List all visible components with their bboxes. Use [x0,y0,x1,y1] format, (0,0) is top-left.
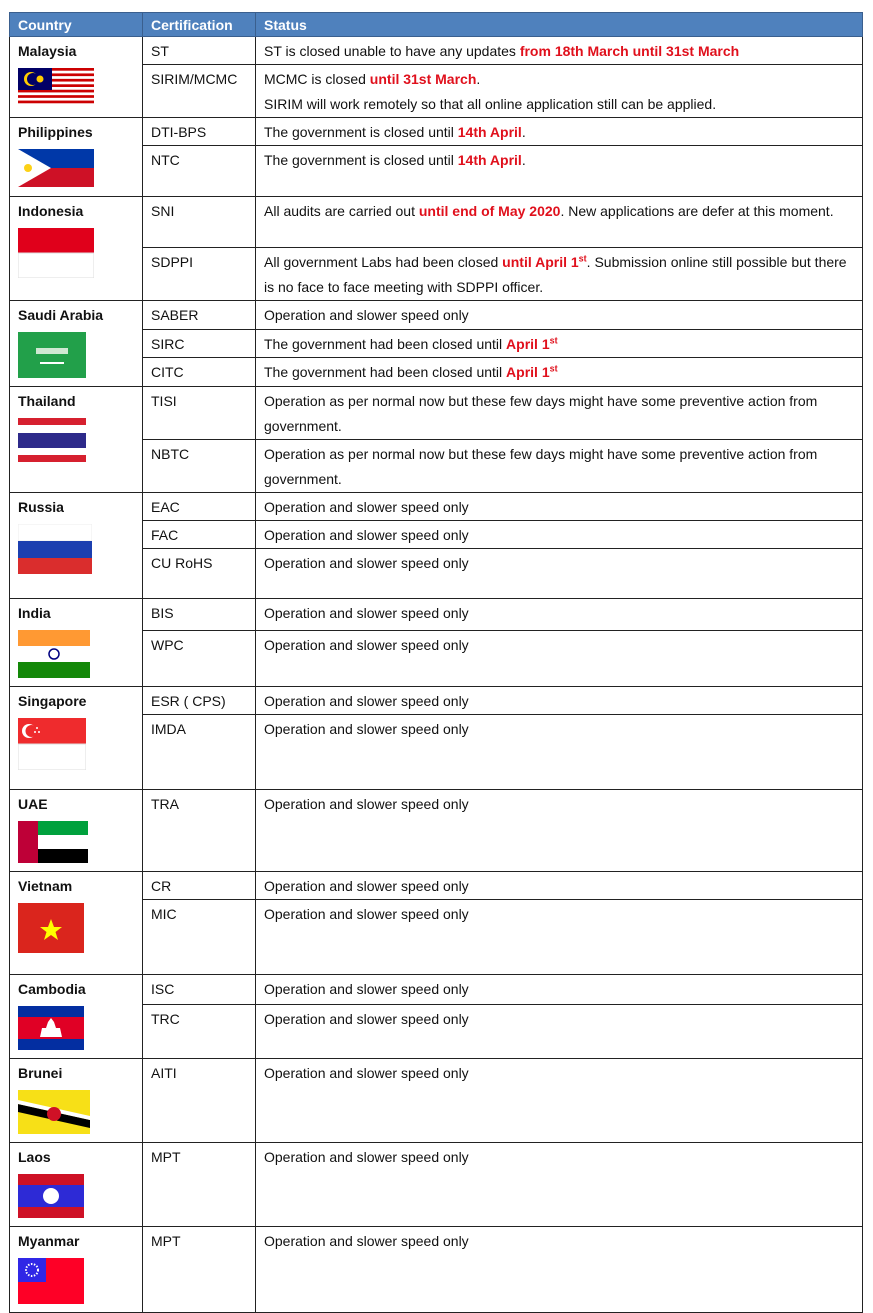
singapore-flag-icon [18,718,134,778]
header-country: Country [10,13,143,37]
country-name: UAE [18,796,48,812]
country-name: Malaysia [18,43,77,59]
status-plain: All audits are carried out [264,203,419,219]
table-row [10,387,863,440]
status-cell [256,1004,863,1058]
table-row [10,493,863,521]
certification-cell: TISI [143,387,256,440]
country-name: Myanmar [18,1233,80,1249]
table-row [10,1227,863,1313]
status-red: until April 1 [502,254,579,270]
status-red: from 18th March until 31st March [519,43,740,59]
status-sup: st [549,335,558,345]
status-plain: Operation as per normal now but these few days might have some preventive action from government. [264,446,818,487]
status-cell [256,197,863,248]
status-cell [256,599,863,631]
certification-cell: NBTC [143,440,256,493]
country-cell [10,1227,143,1313]
certification-cell: CR [143,872,256,900]
certification-cell: FAC [143,521,256,549]
table-row [10,599,863,631]
indonesia-flag-icon [18,228,134,286]
table-row [10,872,863,900]
country-name: Thailand [18,393,76,409]
status-cell [256,1059,863,1143]
status-plain: MCMC is closed [264,71,370,87]
status-cell [256,358,863,387]
certification-cell: SNI [143,197,256,248]
table-row [10,975,863,1005]
certification-cell: ISC [143,975,256,1005]
certification-cell: MPT [143,1227,256,1313]
country-name: India [18,605,51,621]
table-row [10,687,863,715]
header-row [10,13,863,37]
status-plain: The government is closed until [264,152,458,168]
status-plain: Operation and slower speed only [264,499,469,515]
table-row [10,37,863,65]
status-cell [256,975,863,1005]
table-row [10,1143,863,1227]
status-cell [256,301,863,330]
country-cell [10,1143,143,1227]
country-name: Singapore [18,693,87,709]
certification-cell: MIC [143,900,256,975]
status-cell [256,146,863,197]
country-cell [10,790,143,872]
country-cell [10,387,143,493]
table-row [10,790,863,872]
status-red: until 31st March [369,71,477,87]
country-cell [10,975,143,1059]
certification-cell: DTI-BPS [143,118,256,146]
status-cell [256,521,863,549]
table-row [10,301,863,330]
country-name: Saudi Arabia [18,307,104,323]
country-cell [10,301,143,387]
status-red: 14th April [457,124,522,140]
status-red: 14th April [457,152,522,168]
status-red: April 1 [506,335,550,352]
certification-cell: ESR ( CPS) [143,687,256,715]
status-plain: Operation and slower speed only [264,527,469,543]
country-cell [10,197,143,301]
certification-cell: TRA [143,790,256,872]
certification-cell: ST [143,37,256,65]
certification-cell: SIRC [143,329,256,358]
status-plain: Operation and slower speed only [264,721,469,737]
status-plain: Operation and slower speed only [264,636,469,653]
uae-flag-icon [18,821,134,871]
status-plain: Operation and slower speed only [264,605,469,621]
status-plain: Operation and slower speed only [264,796,469,812]
russia-flag-icon [18,524,134,582]
cambodia-flag-icon [18,1006,134,1058]
status-after: . [476,71,481,87]
status-plain: Operation and slower speed only [264,906,469,922]
status-cell [256,440,863,493]
certification-cell: TRC [143,1004,256,1058]
certification-cell: MPT [143,1143,256,1227]
status-cell [256,1227,863,1313]
status-plain: Operation and slower speed only [264,307,469,323]
status-sup: st [578,253,587,264]
status-plain: Operation and slower speed only [264,1233,469,1249]
table-row [10,1059,863,1143]
saudi-arabia-flag-icon [18,332,134,386]
country-cell [10,37,143,118]
country-cell [10,599,143,687]
status-after: . [521,124,526,140]
country-name: Russia [18,499,64,515]
certification-cell: AITI [143,1059,256,1143]
certification-status-table [9,12,863,1313]
status-after: . New applications are defer at this moment. [560,203,834,219]
country-cell [10,118,143,197]
country-cell [10,687,143,790]
status-line2: SIRIM will work remotely so that all online application still can be applied. [264,96,717,112]
laos-flag-icon [18,1174,134,1226]
thailand-flag-icon [18,418,134,470]
status-plain: Operation and slower speed only [264,1149,469,1165]
certification-cell: SIRIM/MCMC [143,65,256,118]
country-name: Laos [18,1149,51,1165]
status-cell [256,118,863,146]
status-cell [256,790,863,872]
status-plain: The government had been closed until [264,364,507,381]
status-after: . [521,152,526,168]
status-cell [256,687,863,715]
status-plain: Operation and slower speed only [264,1065,469,1081]
status-cell [256,549,863,599]
status-red: April 1 [506,364,550,381]
country-name: Brunei [18,1065,63,1081]
status-plain: All government Labs had been closed [264,254,503,270]
status-after: . Submission online still possible but there is no face to face meeting with SDPPI officer. [264,254,847,295]
status-plain: The government had been closed until [264,335,507,352]
status-plain: Operation and slower speed only [264,878,469,894]
country-name: Indonesia [18,203,84,219]
vietnam-flag-icon [18,903,134,961]
certification-cell: IMDA [143,715,256,790]
status-cell [256,715,863,790]
country-name: Philippines [18,124,93,140]
status-plain: Operation and slower speed only [264,693,469,709]
certification-cell: CITC [143,358,256,387]
certification-cell: BIS [143,599,256,631]
brunei-flag-icon [18,1090,134,1142]
header-certification: Certification [143,13,256,37]
country-name: Cambodia [18,981,86,997]
myanmar-flag-icon [18,1258,134,1312]
status-cell [256,630,863,686]
status-plain: The government is closed until [264,124,458,140]
country-cell [10,1059,143,1143]
certification-cell: NTC [143,146,256,197]
certification-cell: WPC [143,630,256,686]
table-row [10,118,863,146]
status-cell [256,65,863,118]
certification-cell: SABER [143,301,256,330]
table-row [10,197,863,248]
status-red: until end of May 2020 [418,203,561,219]
india-flag-icon [18,630,134,686]
malaysia-flag-icon [18,68,134,114]
status-plain: ST is closed unable to have any updates [264,43,520,59]
status-plain: Operation and slower speed only [264,555,469,571]
certification-cell: EAC [143,493,256,521]
status-plain: Operation and slower speed only [264,1010,469,1027]
status-cell [256,900,863,975]
country-cell [10,872,143,975]
status-cell [256,37,863,65]
country-cell [10,493,143,599]
status-cell [256,329,863,358]
certification-cell: CU RoHS [143,549,256,599]
status-cell [256,493,863,521]
country-name: Vietnam [18,878,73,894]
status-plain: Operation and slower speed only [264,981,469,997]
status-sup: st [549,363,558,374]
status-cell [256,872,863,900]
philippines-flag-icon [18,149,134,195]
status-cell [256,248,863,301]
status-plain: Operation as per normal now but these few days might have some preventive action from government. [264,393,818,434]
status-cell [256,1143,863,1227]
status-cell [256,387,863,440]
certification-cell: SDPPI [143,248,256,301]
header-status: Status [256,13,863,37]
